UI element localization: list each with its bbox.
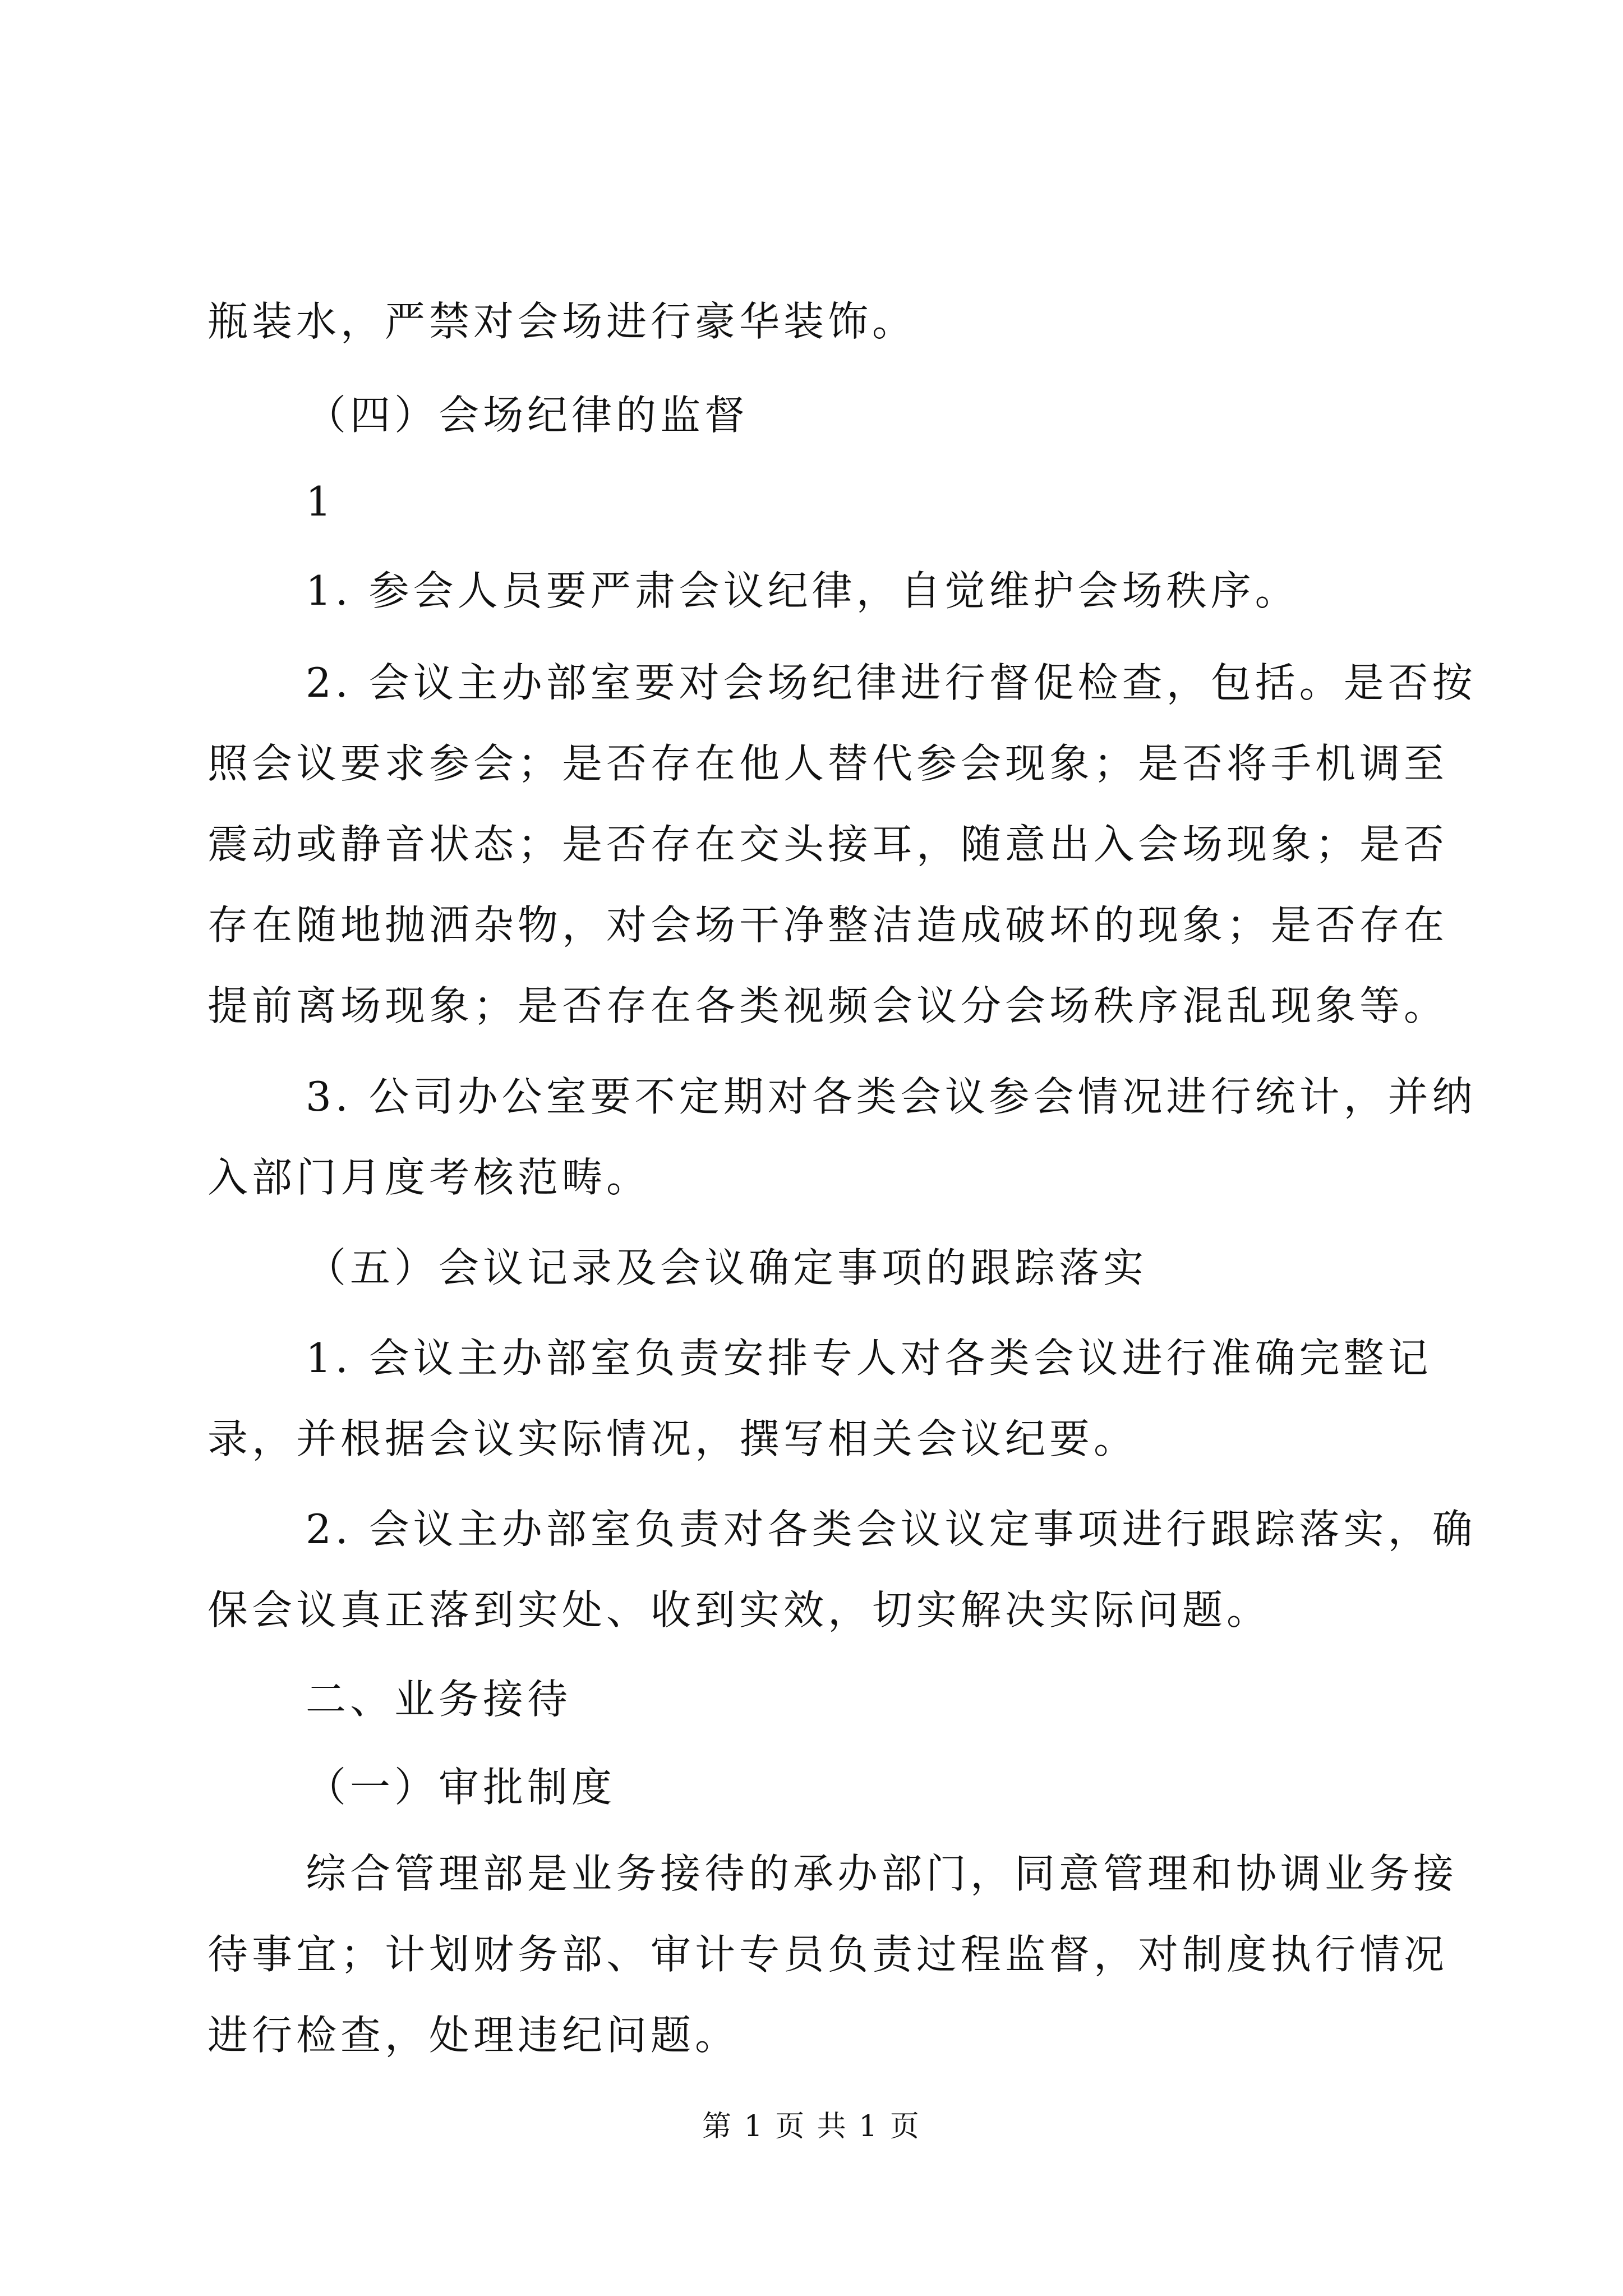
section-heading-1: （一）审批制度 (306, 1764, 616, 1811)
body-line-16: 保会议真正落到实处、收到实效，切实解决实际问题。 (208, 1586, 1271, 1634)
body-line-1: 瓶装水，严禁对会场进行豪华装饰。 (208, 298, 917, 345)
section-heading-5: （五）会议记录及会议确定事项的跟踪落实 (306, 1244, 1148, 1291)
body-line-6: 照会议要求参会；是否存在他人替代参会现象；是否将手机调至 (208, 740, 1449, 787)
body-line-10: 3. 公司办公室要不定期对各类会议参会情况进行统计，并纳 (306, 1073, 1477, 1120)
body-line-11: 入部门月度考核范畴。 (208, 1154, 651, 1201)
chapter-heading-2: 二、业务接待 (306, 1676, 572, 1723)
body-line-8: 存在随地抛洒杂物，对会场干净整洁造成破坏的现象；是否存在 (208, 901, 1449, 949)
page-marker-number: 1 (306, 478, 335, 525)
body-line-7: 震动或静音状态；是否存在交头接耳，随意出入会场现象；是否 (208, 821, 1449, 868)
body-line-13: 1. 会议主办部室负责安排专人对各类会议进行准确完整记 (306, 1335, 1432, 1382)
body-line-20: 待事宜；计划财务部、审计专员负责过程监督，对制度执行情况 (208, 1931, 1449, 1978)
page-footer: 第 1 页 共 1 页 (702, 2110, 921, 2143)
body-line-21: 进行检查，处理违纪问题。 (208, 2012, 740, 2059)
body-line-9: 提前离场现象；是否存在各类视频会议分会场秩序混乱现象等。 (208, 982, 1449, 1029)
body-line-14: 录，并根据会议实际情况，撰写相关会议纪要。 (208, 1415, 1138, 1462)
body-line-19: 综合管理部是业务接待的承办部门，同意管理和协调业务接 (306, 1850, 1458, 1897)
section-heading-4: （四）会场纪律的监督 (306, 392, 749, 439)
body-line-5: 2. 会议主办部室要对会场纪律进行督促检查，包括。是否按 (306, 659, 1477, 706)
body-line-4: 1. 参会人员要严肃会议纪律，自觉维护会场秩序。 (306, 567, 1299, 614)
body-line-15: 2. 会议主办部室负责对各类会议议定事项进行跟踪落实，确 (306, 1506, 1477, 1553)
